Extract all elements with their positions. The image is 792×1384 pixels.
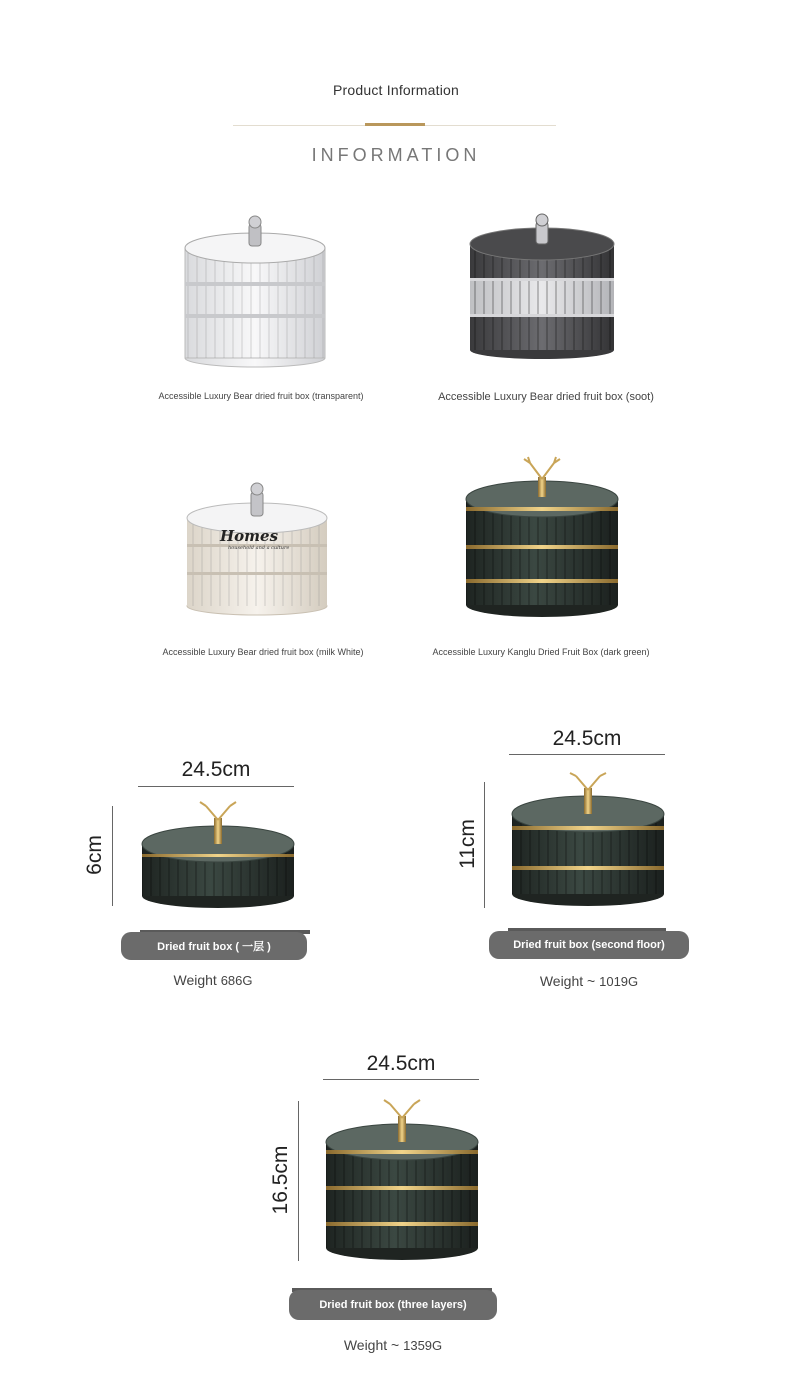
height-dimension-3: 16.5cm: [269, 1145, 292, 1215]
weight-value-2: 1019G: [599, 974, 639, 989]
height-line-2: [484, 782, 485, 908]
weight-two-layers: [489, 973, 689, 989]
weight-three-layers: [289, 1337, 497, 1353]
header-accent-bar: [365, 123, 425, 126]
width-line-2: [509, 754, 665, 755]
weight-label-2: Weight ~: [539, 973, 596, 989]
product-image-milk-white: [180, 478, 335, 618]
brand-logo-homes: Homes: [220, 527, 279, 545]
height-dimension-2: 11cm: [456, 819, 479, 869]
size-label-two-layers: Dried fruit box (second floor): [489, 931, 689, 959]
product-image-soot: [462, 210, 622, 370]
width-line-1: [138, 786, 294, 787]
product-caption-dark-green: Accessible Luxury Kanglu Dried Fruit Box (dark green): [432, 647, 650, 657]
brand-tagline: household and a culture: [228, 545, 290, 551]
size-label-three-layers: Dried fruit box (three layers): [289, 1290, 497, 1320]
weight-value-1: 686G: [220, 973, 253, 988]
width-dimension-3: 24.5cm: [366, 1052, 436, 1075]
product-caption-milk-white: Accessible Luxury Bear dried fruit box (milk White): [162, 647, 364, 657]
product-image-three-layers: [322, 1098, 482, 1268]
weight-one-layer: [120, 972, 306, 988]
product-caption-transparent: Accessible Luxury Bear dried fruit box (transparent): [158, 391, 364, 401]
product-image-one-layer: [138, 800, 298, 910]
width-line-3: [323, 1079, 479, 1080]
product-image-two-layers: [508, 772, 668, 912]
product-image-dark-green: [462, 455, 622, 625]
height-line-1: [112, 806, 113, 906]
width-dimension-2: 24.5cm: [552, 727, 622, 750]
product-caption-soot: Accessible Luxury Bear dried fruit box (soot): [438, 391, 654, 403]
weight-label-3: Weight ~: [343, 1337, 400, 1353]
width-dimension-1: 24.5cm: [181, 758, 251, 781]
weight-label-1: Weight: [173, 972, 217, 988]
weight-value-3: 1359G: [403, 1338, 443, 1353]
section-subtitle: INFORMATION: [311, 145, 481, 165]
height-line-3: [298, 1101, 299, 1261]
size-label-one-layer: Dried fruit box ( 一层 ): [121, 932, 307, 960]
product-image-transparent: [175, 210, 335, 370]
height-dimension-1: 6cm: [83, 835, 106, 875]
page-title: Product Information: [333, 82, 459, 98]
